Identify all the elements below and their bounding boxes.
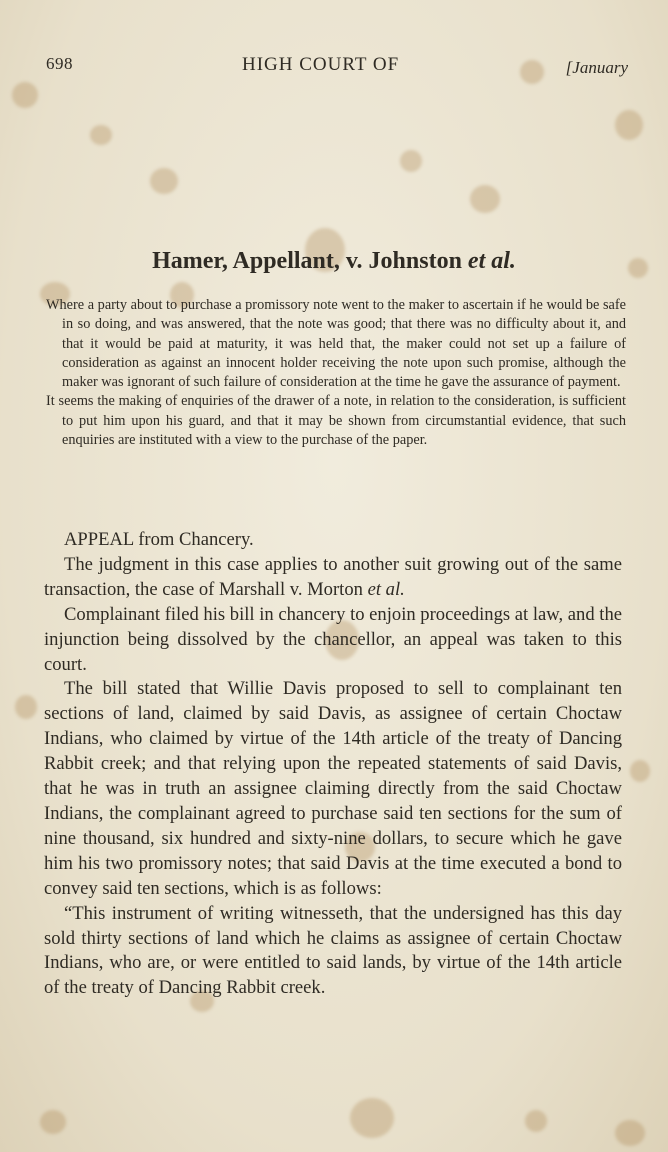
foxing-stain xyxy=(615,1120,645,1146)
paragraph-1-etal: et al. xyxy=(367,578,405,600)
foxing-stain xyxy=(350,1098,394,1138)
foxing-stain xyxy=(630,760,650,782)
case-title xyxy=(0,248,668,275)
running-head-court: HIGH COURT OF xyxy=(242,54,400,75)
case-title-text: Hamer, Appellant, v. Johnston xyxy=(152,248,462,274)
page-number: 698 xyxy=(46,54,73,73)
running-head-month: [January xyxy=(565,58,628,77)
paragraph-3: The bill stated that Willie Davis proposed to sell to complainant ten sections of land, claimed by said Davis, as assignee of certain Choctaw Indians, who claimed by virtue of the 14th article of the treaty of Dancing Rabbit creek; and that relying upon the repeated statements of said Davis, that he was in truth an assignee claiming directly from the said Choctaw Indians, the complainant agreed to purchase said ten sections for the sum of nine thousand, six hundred and sixty-nine dollars, to secure which he gave him his two promissory notes; that said Davis at the time executed a bond to convey said ten sections, which is as follows: xyxy=(44,678,622,899)
paragraph-2: Complainant filed his bill in chancery to enjoin proceedings at law, and the injunction being dissolved by the chancellor, an appeal was taken to this court. xyxy=(44,603,623,675)
foxing-stain xyxy=(40,1110,66,1134)
foxing-stain xyxy=(150,168,178,194)
paragraph-1-text: The judgment in this case applies to another suit growing out of the same transaction, the case of Marshall v. Morton xyxy=(44,553,622,600)
opinion-body xyxy=(44,528,622,1001)
foxing-stain xyxy=(525,1110,547,1132)
foxing-stain xyxy=(470,185,500,213)
headnote-1 xyxy=(46,296,626,392)
foxing-stain xyxy=(90,125,112,145)
foxing-stain xyxy=(12,82,38,108)
appeal-heading: APPEAL from Chancery. xyxy=(64,529,254,550)
foxing-stain xyxy=(400,150,422,172)
paragraph-1 xyxy=(44,553,622,603)
headnotes xyxy=(46,296,626,450)
foxing-stain xyxy=(615,110,643,140)
paragraph-4-bond-quote: “This instrument of writing witnesseth, that the undersigned has this day sold thirty sections of land which he claims as assignee of certain Choctaw Indians, who are, or were entitled to said lands, by virtue of the 14th article of the treaty of Dancing Rabbit creek. xyxy=(44,902,622,999)
headnote-2 xyxy=(46,392,626,450)
headnote-2-text: It seems the making of enquiries of the drawer of a note, in relation to the consideration, is sufficient to put him upon his guard, and that it may be shown from circumstantial evidence, that such enquiries are instituted with a view to the purchase of the paper. xyxy=(46,393,626,449)
foxing-stain xyxy=(15,695,37,719)
case-title-etal: et al. xyxy=(467,248,516,274)
running-head xyxy=(46,54,628,82)
headnote-1-text: Where a party about to purchase a promissory note went to the maker to ascertain if he would be safe in so doing, and was answered, that the note was good; that there was no difficulty about it, and that it would be paid at maturity, it was held that, the maker could not set up a failure of consideration as against an innocent holder receiving the note upon such promise, although the maker was ignorant of such failure of consideration at the time he gave the assurance of payment. xyxy=(46,297,626,391)
